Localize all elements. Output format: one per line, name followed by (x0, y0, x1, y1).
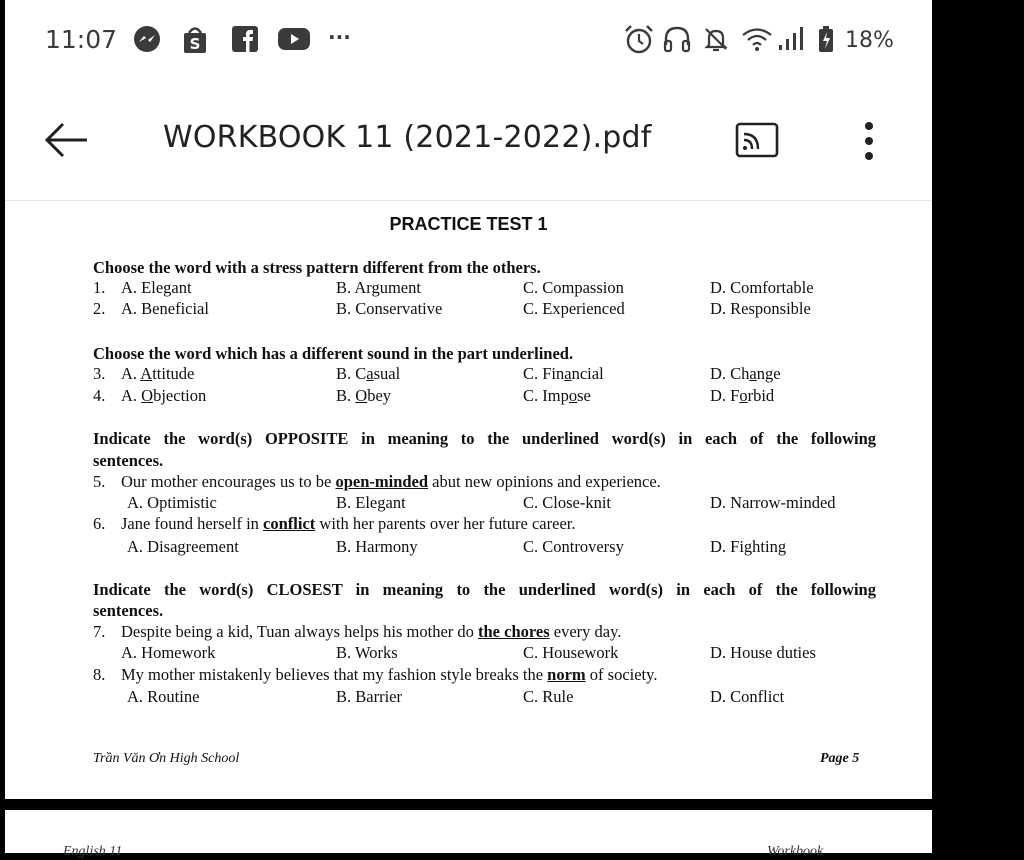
q3-number: 3. (93, 364, 106, 383)
phone-screen (5, 0, 932, 853)
section-4-instruction-line-1: Indicate the word(s) CLOSEST in meaning to the underlined word(s) in each of the following (93, 580, 876, 599)
facebook-icon (231, 24, 259, 54)
q2-option-a: A. Beneficial (121, 299, 209, 318)
q2-option-c: C. Experienced (523, 299, 625, 318)
shopee-icon (181, 24, 209, 54)
section-3-instruction-line-1: Indicate the word(s) OPPOSITE in meaning to the underlined word(s) in each of the following (93, 429, 876, 448)
q4-number: 4. (93, 386, 106, 405)
q5-sentence: Our mother encourages us to be open-minded abut new opinions and experience. (121, 472, 661, 491)
page-footer-school: Trần Văn Ơn High School (93, 751, 240, 766)
pdf-page[interactable] (5, 201, 932, 799)
q8-number: 8. (93, 665, 106, 684)
wifi-icon (740, 24, 774, 54)
battery-percent: 18% (845, 28, 894, 53)
section-2-instruction: Choose the word which has a different sound in the part underlined. (93, 344, 574, 363)
q6-number: 6. (93, 514, 106, 533)
q7-number: 7. (93, 622, 106, 641)
q8-option-d: D. Conflict (710, 687, 785, 706)
page-footer-number: Page 5 (820, 751, 860, 766)
q8-option-c: C. Rule (523, 687, 574, 706)
q6-option-d: D. Fighting (710, 537, 787, 556)
next-pdf-page[interactable] (5, 810, 932, 859)
youtube-icon (277, 24, 311, 54)
next-page-header-left: English 11 (63, 844, 123, 859)
status-time: 11:07 (45, 25, 118, 54)
q4-option-d: D. Forbid (710, 386, 775, 405)
alarm-icon (623, 24, 655, 54)
messenger-icon (132, 24, 162, 54)
q8-option-b: B. Barrier (336, 687, 402, 706)
svg-text:S: S (189, 35, 201, 53)
q8-sentence: My mother mistakenly believes that my fashion style breaks the norm of society. (121, 665, 658, 684)
q1-option-c: C. Compassion (523, 278, 624, 297)
page-title: PRACTICE TEST 1 (389, 214, 548, 234)
headphones-icon (661, 24, 693, 54)
battery-icon (817, 24, 835, 54)
q7-option-a: A. Homework (121, 643, 216, 662)
q8-option-a: A. Routine (127, 687, 200, 706)
app-bar (5, 80, 932, 201)
document-title: WORKBOOK 11 (2021-2022).pdf (163, 120, 652, 155)
q7-option-c: C. Housework (523, 643, 619, 662)
q4-option-a: A. Objection (121, 386, 207, 405)
q2-option-b: B. Conservative (336, 299, 443, 318)
q4-option-c: C. Impose (523, 386, 591, 405)
q3-option-c: C. Financial (523, 364, 604, 383)
q3-option-d: D. Change (710, 364, 781, 383)
q1-option-d: D. Comfortable (710, 278, 814, 297)
q5-option-d: D. Narrow-minded (710, 493, 836, 512)
q7-option-d: D. House duties (710, 643, 816, 662)
q2-number: 2. (93, 299, 106, 318)
q6-option-b: B. Harmony (336, 537, 418, 556)
q1-option-b: B. Argument (336, 278, 421, 297)
q5-number: 5. (93, 472, 106, 491)
q6-option-a: A. Disagreement (127, 537, 239, 556)
more-notifications-icon: ··· (328, 25, 351, 49)
next-page-header-right: Workbook (767, 844, 824, 859)
q2-option-d: D. Responsible (710, 299, 811, 318)
q6-sentence: Jane found herself in conflict with her parents over her future career. (121, 514, 576, 533)
q1-option-a: A. Elegant (121, 278, 192, 297)
back-arrow-icon[interactable] (43, 120, 89, 160)
q3-option-a: A. Attitude (121, 364, 195, 383)
q3-option-b: B. Casual (336, 364, 401, 383)
cast-icon[interactable] (735, 121, 779, 159)
status-bar (5, 0, 932, 80)
q4-option-b: B. Obey (336, 386, 392, 405)
q5-option-b: B. Elegant (336, 493, 406, 512)
section-3-instruction-line-2: sentences. (93, 451, 164, 470)
mute-icon (701, 24, 731, 54)
q5-option-a: A. Optimistic (127, 493, 217, 512)
q1-number: 1. (93, 278, 106, 297)
q7-option-b: B. Works (336, 643, 398, 662)
overflow-menu-icon[interactable] (863, 120, 875, 162)
q5-option-c: C. Close-knit (523, 493, 612, 512)
section-4-instruction-line-2: sentences. (93, 601, 164, 620)
signal-icon (777, 24, 805, 54)
q6-option-c: C. Controversy (523, 537, 624, 556)
section-1-instruction: Choose the word with a stress pattern different from the others. (93, 258, 541, 277)
q7-sentence: Despite being a kid, Tuan always helps his mother do the chores every day. (121, 622, 622, 641)
